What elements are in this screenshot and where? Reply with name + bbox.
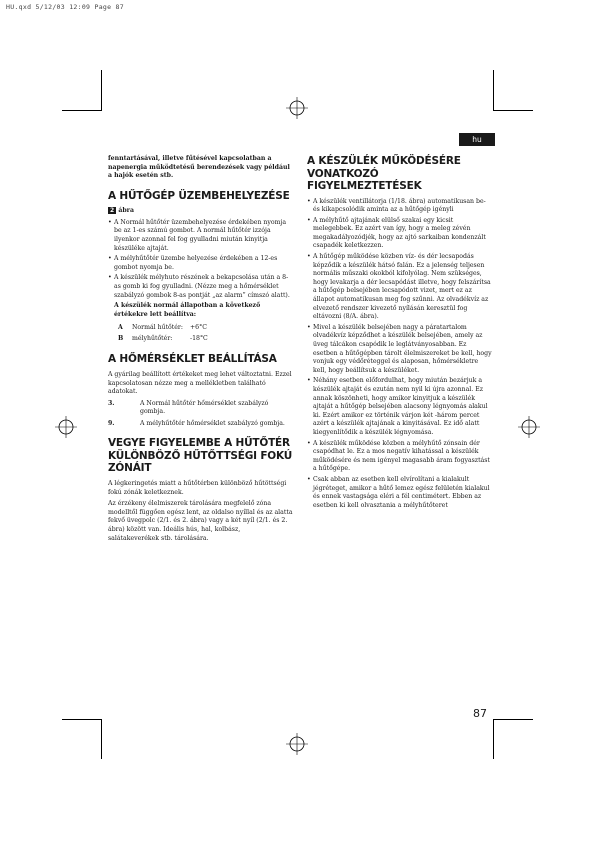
list-item: • A Normál hűtőtér üzembehelyezése érdekében nyomja be az 1-es számú gombot. A normál hűtőtér izzója ilyenkor azonnal fel fog gyulladni miután kinyitja készüléke ajtaját.: [108, 219, 293, 253]
registration-mark-right: [518, 416, 540, 438]
step-number: 9.: [108, 419, 115, 427]
preset-value: -18°C: [190, 335, 208, 343]
figure-reference: [108, 207, 293, 216]
commissioning-list: [108, 219, 293, 300]
page-number: 87: [473, 707, 487, 720]
heading-commissioning: A HŰTŐGÉP ÜZEMBEHELYEZÉSE: [108, 189, 290, 202]
heading-zones: VEGYE FIGYELEMBE A HŰTŐTÉR KÜLÖNBÖZŐ HŰTŐTTSÉGI FOKÚ ZÓNÁIT: [108, 437, 293, 475]
zone-paragraph-1: A légkeringetés miatt a hűtőtérben különböző hűtöttségi fokú zónák keletkeznek.: [108, 479, 287, 496]
list-item: • Csak abban az esetben kell elvírolítani a kialakult jégréteget, amikor a hűtő lemez egész felületén kialakul és ennek vastagsága eléri a fél centimétert. Ebben az esetben ki kell olvasztania a mélyhűtőteret: [307, 476, 492, 510]
figure-number-badge: 2: [110, 207, 115, 215]
right-column: [307, 155, 492, 512]
heading-warnings: A KÉSZÜLÉK MŰKÖDÉSÉRE VONATKOZÓ FIGYELMEZTETÉSEK: [307, 155, 461, 192]
registration-mark-top: [286, 97, 308, 119]
preset-key: A: [118, 324, 123, 332]
preset-key: B: [118, 335, 124, 343]
list-item: • A mélyhűtőtér üzembe helyezése érdekében a 12-es gombot nyomja be.: [108, 255, 293, 272]
list-item: • A hűtőgép működése közben víz- és dér lecsapodás képződik a készülék hátsó falán. Ez a jelenség teljesen normális műszaki okokból kifolyólag. Nem szükséges, hogy levakarja a dér lecsapódást illetve, hogy felszárítsa a hűtőgép belsejében lecsapódott vizet, mert ez az állapot automatikusan meg fog szűnni. Az olvadékvíz az elvezető rendszer kivezető nyílásán keresztül fog eltávozni (8/A. ábra).: [307, 253, 492, 322]
step-text: A mélyhűtőtér hőmérséklet szabályzó gombja.: [140, 419, 285, 427]
language-tab: hu: [459, 133, 495, 146]
step-item: [108, 400, 293, 417]
figure-label: ábra: [118, 207, 134, 215]
preset-row: [118, 333, 293, 344]
list-item: • A készülék ventillátorja (1/18. ábra) automatikusan be- és kikapcsolódik aminta az a hűtőgép igényli: [307, 198, 492, 215]
list-item: • A mélyhűtő ajtajának elülső szakai egy kicsit melegebbek. Ez azért van így, hogy a meleg zévén megakadályozódjék, hogy az ajtó sarkaiban kondenzált csapadék keletkezzen.: [307, 217, 492, 251]
step-item: [108, 420, 293, 429]
left-column: [108, 155, 293, 546]
preset-label: Normál hűtőtér:: [132, 324, 183, 332]
preset-row: [118, 322, 293, 333]
step-text: A Normál hűtőtér hőmérséklet szabályzó gombja.: [140, 399, 269, 416]
print-slug: HU.qxd 5/12/03 12:09 Page 87: [6, 3, 124, 11]
preset-label: mélyhűtőtér:: [132, 335, 173, 343]
list-item: • Néhány esetben előfordulhat, hogy miután bezárjuk a készülék ajtaját és ezután nem nyil ki újra azonnal. Ez annak köszönheti, hogy amikor kinyitjuk a készülék ajtaját a hűtőgép belsejében alacsony légnyomás alakul ki. Ezért amikor ez történik várjon két -három percet azért a készülék ajtajának a kinyitásával. Ez idő alatt kiegyenlítődik a készülék légnyomása.: [307, 377, 492, 437]
heading-temperature: A HŐMÉRSÉKLET BEÁLLÍTÁSA: [108, 353, 277, 366]
temperature-paragraph: A gyárilag beállított értékeket meg lehet változtatni. Ezzel kapcsolatosan nézze meg a mellékletben található adatokat.: [108, 370, 292, 396]
preset-value: +6°C: [190, 324, 207, 332]
intro-paragraph: fenntartásával, illetve fűtésével kapcsolatban a napenergia működtetésű berendezések vagy például a hajók esetén stb.: [108, 155, 290, 180]
registration-mark-bottom: [286, 733, 308, 755]
zone-paragraph-2: Az érzékeny élelmiszerek tárolására megfelelő zóna modelltől függően egész lent, az oldalso nyíllal és az alatta fekvő üvegpolc (2/1. és 2. ábra) vagy a két nyíl (2/1. és 2. ábra) között van. Ideális hús, hal, kolbász, salátakeverékek stb. tárolására.: [108, 500, 293, 542]
list-item: • A készülék működése közben a mélyhűtő zónsain dér csapódhat le. Ez a mos negatív kihatással a készülék működésére és nem igényel magasabb áram fogyasztást a hűtőgépe.: [307, 440, 492, 474]
list-item: • Mivel a készülék belsejében nagy a páratartalom olvadékvíz képződhet a készülék belsejében, amely az üveg tálcákon csapódik le leglátványosabban. Ez esetben a hűtőgépben tárolt élelmiszereket be kell, hogy vonjuk egy védőréteggel és alaposan, hőmérsékletre kell, hogy beállítsuk a készüléket.: [307, 324, 492, 376]
registration-mark-left: [55, 416, 77, 438]
list-item: • A készülék mélyhuto részének a bekapcsolása után a 8-as gomb ki fog gyulladni. (Nézze meg a hőmérséklet szabályzó gombok 8-as pontját „az alarm” címszó alatt).: [108, 274, 293, 300]
preset-title: A készülék normál állapotban a következő értékekre lett beállítva:: [114, 302, 261, 318]
warnings-list: [307, 198, 492, 511]
step-number: 3.: [108, 399, 115, 407]
